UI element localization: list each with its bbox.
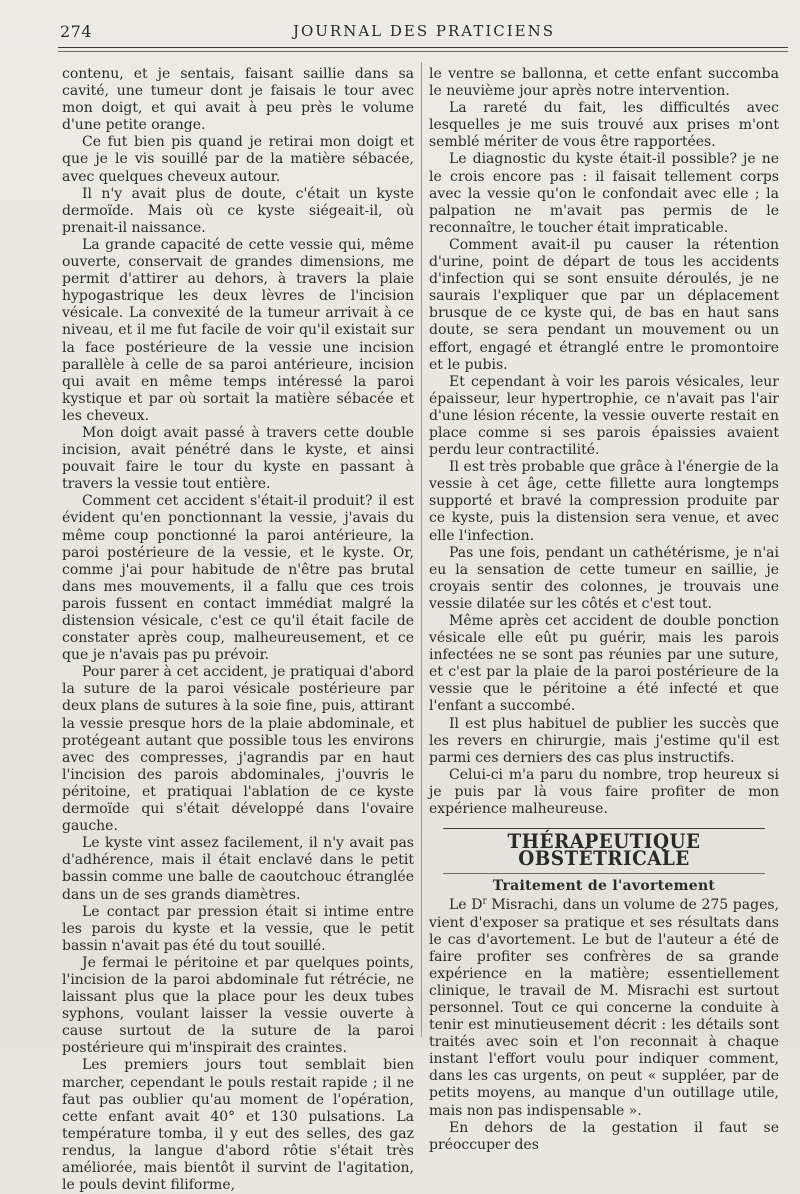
paragraph: Pas une fois, pendant un cathétérisme, je n'ai eu la sensation de cette tumeur en saillie, je croyais sentir des colonnes, je trouvais une vessie dilatée sur les côtés et c'est tout. — [429, 544, 779, 612]
paragraph: Il est plus habituel de publier les succès que les revers en chirurgie, mais j'estime qu'il est parmi ces derniers des cas plus instructifs. — [429, 715, 779, 766]
column-divider — [421, 62, 422, 1037]
section-heading: THÉRAPEUTIQUE OBSTÉTRICALE — [443, 828, 765, 874]
text-run: Misrachi, dans un volume de 275 pages, vient d'exposer sa pratique et ses résultats dans le cas d'avortement. Le but de l'auteur a été de faire profiter ses confrères de sa grande expérience en la matière; essentiellement clinique, le travail de M. Misrachi est surtout personnel. Tout ce qui concerne la conduite à tenir est minutieusement décrit : les détails sont traités avec soin et l'on reconnait à chaque instant l'effort voulu pour indiquer comment, dans les cas urgents, on peut « suppléer, par de petits moyens, au manque d'un outillage utile, mais non pas indispensable ». — [429, 897, 779, 1119]
paragraph: Et cependant à voir les parois vésicales, leur épaisseur, leur hypertrophie, ce n'avait pas l'air d'une lésion récente, la vessie ouverte restait en place comme si ses parois épaissies avaient perdu leur contractilité. — [429, 373, 779, 459]
paragraph: La rareté du fait, les difficultés avec lesquelles je me suis trouvé aux prises m'ont semblé mériter de vous être rapportées. — [429, 100, 779, 151]
paragraph: Celui-ci m'a paru du nombre, trop heureux si je puis par là vous faire profiter de mon expérience malheureuse. — [429, 766, 779, 818]
page-number: 274 — [60, 22, 93, 41]
paragraph: Comment avait-il pu causer la rétention d'urine, point de départ de tous les accidents d'infection qui se sont ensuite déroulés, je ne saurais l'expliquer que par un déplacement brusque de ce kyste qui, de bas en haut sans doute, se sera pendant un mouvement ou un effort, engagé et étranglé entre le promontoire et le pubis. — [429, 236, 779, 373]
paragraph: Mon doigt avait passé à travers cette double incision, avait pénétré dans le kyste, et ainsi pouvait faire le tour du kyste en passant à travers la vessie tout entière. — [62, 424, 414, 493]
paragraph: Comment cet accident s'était-il produit? il est évident qu'en ponctionnant la vessie, j'avais du même coup ponctionné la paroi antérieure, la paroi postérieure de la vessie, et le kyste. Or, comme j'ai pour habitude de n'être pas brutal dans mes mouvements, il a fallu que ces trois parois fussent en contact immédiat malgré la distension vésicale, c'est ce qu'il était facile de constater après coup, malheureusement, et ce que je n'avais pas pu prévoir. — [62, 493, 414, 664]
header-rule-thin — [58, 51, 788, 52]
paragraph: Le contact par pression était si intime entre les parois du kyste et la vessie, que le petit bassin n'avait pas été du tout souillé. — [62, 903, 414, 954]
paragraph: Les premiers jours tout semblait bien marcher, cependant le pouls restait rapide ; il ne faut pas oublier qu'au moment de l'opération, cette enfant avait 40° et 130 pulsations. La température tomba, il y eut des selles, des gaz rendus, la langue d'abord rôtie s'était très améliorée, mais bientôt il survint de l'agitation, le pouls devint filiforme, — [62, 1057, 414, 1194]
article-subheading: Traitement de l'avortement — [492, 878, 716, 895]
paragraph: Pour parer à cet accident, je pratiquai d'abord la suture de la paroi vésicale postérieure par deux plans de sutures à la soie fine, puis, attirant la vessie presque hors de la plaie abdominale, et protégeant autant que possible tous les environs avec des compresses, j'agrandis par en haut l'incision des parois abdominales, j'ouvris le péritoine, et pratiquai l'ablation de ce kyste dermoïde qui s'était développé dans l'ovaire gauche. — [62, 664, 414, 835]
superscript: r — [482, 896, 487, 907]
paragraph: Il n'y avait plus de doute, c'était un kyste dermoïde. Mais où ce kyste siégeait-il, où prenait-il naissance. — [62, 185, 414, 236]
paragraph: Le diagnostic du kyste était-il possible? je ne le crois encore pas : il faisait tellement corps avec la vessie qu'on le confondait avec elle ; la palpation ne m'avait pas permis de le reconnaître, le toucher était impraticable. — [429, 151, 779, 236]
text-run: Le D — [449, 897, 483, 914]
paragraph: Il est très probable que grâce à l'énergie de la vessie à cet âge, cette fillette aura longtemps supporté et bravé la compression produite par ce kyste, puis la distension sera venue, et avec elle l'infection. — [429, 459, 779, 544]
paragraph: En dehors de la gestation il faut se préoccuper des — [429, 1119, 779, 1153]
journal-title: JOURNAL DES PRATICIENS — [292, 22, 556, 40]
paragraph: le ventre se ballonna, et cette enfant succomba le neuvième jour après notre intervention. — [429, 66, 779, 100]
left-column — [62, 66, 414, 1194]
right-column — [429, 66, 779, 1154]
paragraph: Ce fut bien pis quand je retirai mon doigt et que je le vis souillé par de la matière sébacée, avec quelques cheveux autour. — [62, 134, 414, 185]
paragraph: La grande capacité de cette vessie qui, même ouverte, conservait de grandes dimensions, me permit d'attirer au dehors, à travers la plaie hypogastrique les deux lèvres de l'incision vésicale. La convexité de la tumeur arrivait à ce niveau, et il me fut facile de voir qu'il existait sur la face postérieure de la vessie une incision parallèle à celle de sa paroi antérieure, incision qui avait en même temps intéressé la paroi kystique et par où sortait la matière sébacée et les cheveux. — [62, 236, 414, 424]
paragraph — [429, 897, 779, 1119]
header-rule — [58, 47, 788, 48]
paragraph: Même après cet accident de double ponction vésicale elle eût pu guérir, mais les parois infectées ne se sont pas réunies par une suture, et c'est par la plaie de la paroi postérieure de la vessie que le péritoine a été infecté et que l'enfant a succombé. — [429, 613, 779, 715]
paragraph: contenu, et je sentais, faisant saillie dans sa cavité, une tumeur dont je faisais le tour avec mon doigt, et qui avait à peu près le volume d'une petite orange. — [62, 66, 414, 134]
page-header — [58, 18, 770, 44]
paragraph: Je fermai le péritoine et par quelques points, l'incision de la paroi abdominale fut rétrécie, ne laissant plus que la place pour les deux tubes syphons, voulant laisser la vessie ouverte à cause surtout de la suture de la paroi postérieure qui m'inspirait des craintes. — [62, 954, 414, 1057]
paragraph: Le kyste vint assez facilement, il n'y avait pas d'adhérence, mais il était enclavé dans le petit bassin comme une balle de caoutchouc étranglée dans un de ses grands diamètres. — [62, 835, 414, 903]
